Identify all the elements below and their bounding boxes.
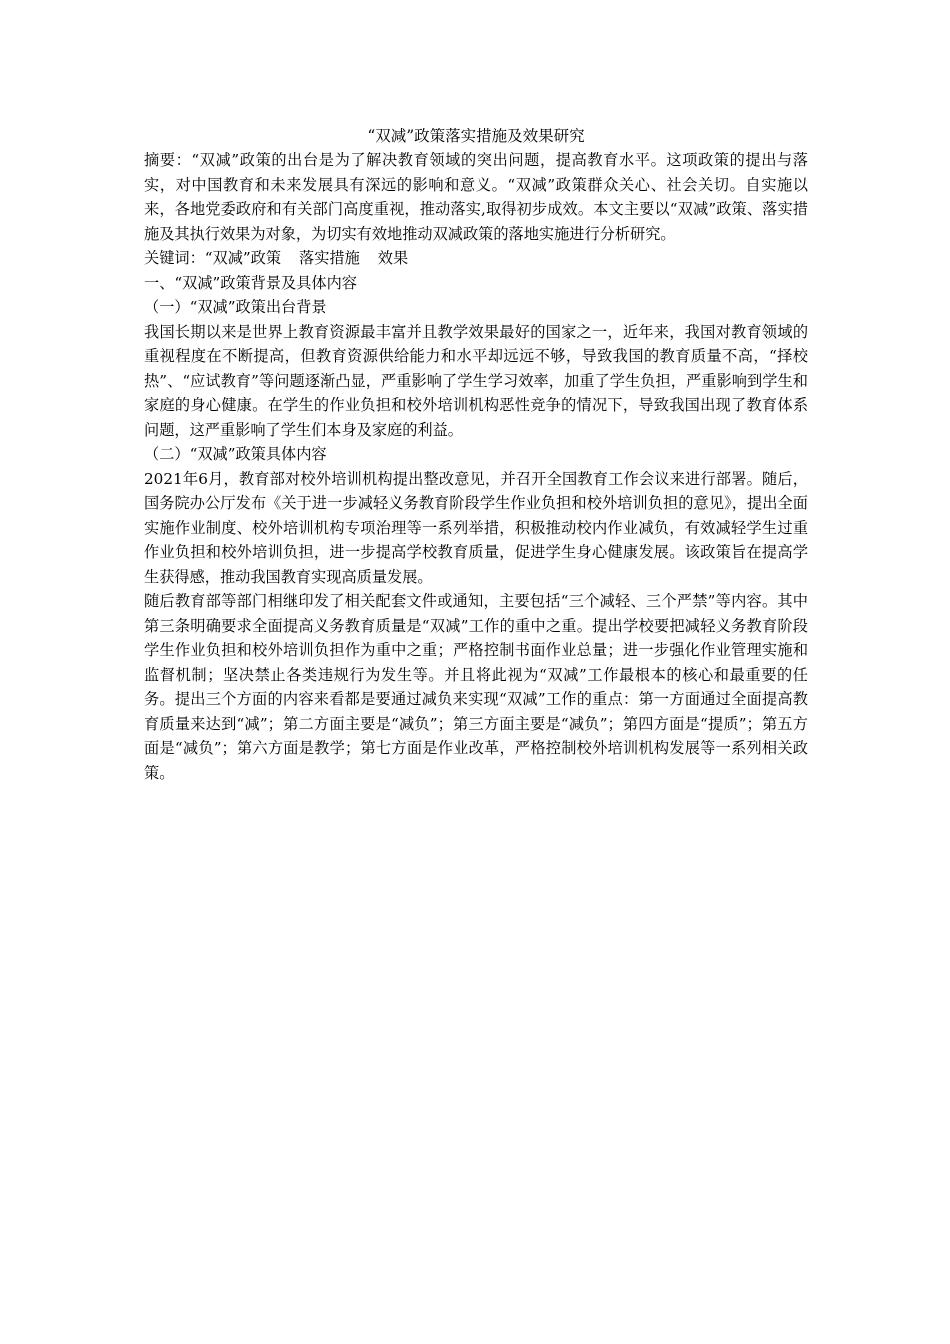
section-heading: 一、“双减”政策背景及具体内容 xyxy=(144,273,357,292)
keywords-line xyxy=(144,246,808,271)
keyword-item: “双减”政策 xyxy=(204,249,282,267)
subsection-heading: （一）“双减”政策出台背景 xyxy=(144,298,327,316)
body-paragraph: 随后教育部等部门相继印发了相关配套文件或通知，主要包括“三个减轻、三个严禁”等内容。其中第三条明确要求全面提高义务教育质量是“双减”工作的重中之重。提出学校要把减轻义务教育阶段学生作业负担和校外培训负担作为重中之重；严格控制书面作业总量；进一步强化作业管理实施和监督机制；坚决禁止各类违规行为发生等。并且将此视为“双减”工作最根本的核心和最重要的任务。提出三个方面的内容来看都是要通过减负来实现“双减”工作的重点：第一方面通过全面提高教育质量来达到“减”；第二方面主要是“减负”；第三方面主要是“减负”；第四方面是“提质”；第五方面是“减负”；第六方面是教学；第七方面是作业改革，严格控制校外培训机构发展等一系列相关政策。 xyxy=(144,592,808,782)
document-body xyxy=(144,124,808,785)
keywords-label: 关键词： xyxy=(144,249,205,267)
keyword-item: 效果 xyxy=(377,249,409,267)
document-title: “双减”政策落实措施及效果研究 xyxy=(367,127,585,145)
body-paragraph: 我国长期以来是世界上教育资源最丰富并且教学效果最好的国家之一，近年来，我国对教育领域的重视程度在不断提高，但教育资源供给能力和水平却远远不够，导致我国的教育质量不高，“择校热”、“应试教育”等问题逐渐凸显，严重影响了学生学习效率，加重了学生负担，严重影响到学生和家庭的身心健康。在学生的作业负担和校外培训机构恶性竞争的情况下，导致我国出现了教育体系问题，这严重影响了学生们本身及家庭的利益。 xyxy=(144,322,808,439)
body-paragraph: 2021年6月，教育部对校外培训机构提出整改意见，并召开全国教育工作会议来进行部署。随后，国务院办公厅发布《关于进一步减轻义务教育阶段学生作业负担和校外培训负担的意见》，提出全面实施作业制度、校外培训机构专项治理等一系列举措，积极推动校内作业减负，有效减轻学生过重作业负担和校外培训负担，进一步提高学校教育质量，促进学生身心健康发展。该政策旨在提高学生获得感，推动我国教育实现高质量发展。 xyxy=(144,469,808,586)
subsection-heading: （二）“双减”政策具体内容 xyxy=(144,445,327,463)
keyword-item: 落实措施 xyxy=(299,249,360,267)
abstract-paragraph: 摘要：“双减”政策的出台是为了解决教育领域的突出问题，提高教育水平。这项政策的提出与落实，对中国教育和未来发展具有深远的影响和意义。“双减”政策群众关心、社会关切。自实施以来，各地党委政府和有关部门高度重视，推动落实,取得初步成效。本文主要以“双减”政策、落实措施及其执行效果为对象，为切实有效地推动双减政策的落地实施进行分析研究。 xyxy=(144,151,808,243)
